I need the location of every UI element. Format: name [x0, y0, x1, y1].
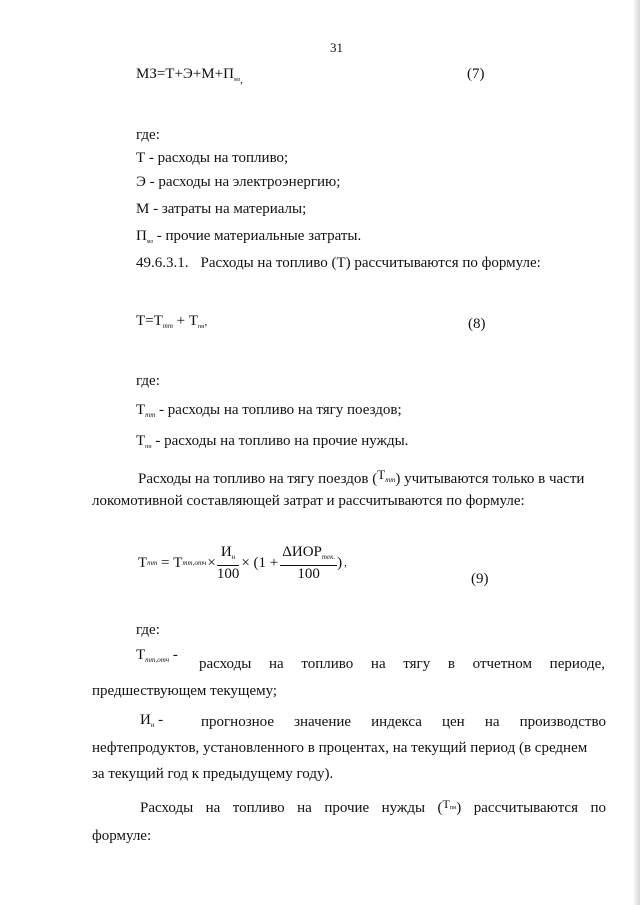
paragraph-other-needs-word: нужды — [381, 800, 426, 816]
paragraph-traction-part-a: Расходы на топливо на тягу поездов ( — [138, 471, 378, 487]
definition-e: Э - расходы на электроэнергию; — [136, 174, 341, 190]
formula-9-rhs-sub: тт,отч — [182, 559, 207, 567]
definition-ttt-otch-word: на — [370, 656, 386, 672]
definition-in-word: производство — [519, 714, 606, 730]
formula-7-number: (7) — [467, 66, 485, 82]
paragraph-traction-line2: локомотивной составляющей затрат и рассчитываются по формуле: — [92, 493, 525, 509]
formula-8-lhs: Т=Т — [136, 313, 163, 329]
page-number: 31 — [330, 40, 343, 55]
formula-7-comma: , — [240, 74, 243, 86]
formula-9-times: × — [207, 554, 216, 571]
formula-9-close: ) — [337, 554, 343, 571]
formula-7-text: МЗ=Т+Э+М+П — [136, 66, 234, 82]
definition-tpn-sub: пн — [145, 444, 152, 450]
definition-ttt-otch-line1 — [199, 656, 605, 673]
where-label-2: где: — [136, 373, 160, 389]
definition-ttt-otch-word: на — [269, 656, 284, 672]
definition-pmz — [136, 228, 361, 245]
definition-ttt-otch-dash: - — [172, 647, 178, 663]
paragraph-traction-part-b: ) учитываются только в части — [395, 471, 585, 487]
paragraph-traction-line1 — [138, 467, 584, 488]
formula-8-sub2: пн — [198, 324, 205, 330]
definition-in-word: на — [484, 714, 500, 730]
definition-ttt-otch-symbol-group — [136, 647, 178, 664]
formula-9-num2: ΔИОР — [282, 544, 322, 560]
definition-pmz-text: - прочие материальные затраты. — [156, 228, 362, 244]
definition-in-dash: - — [158, 712, 164, 728]
paragraph-other-needs-line2: формуле: — [92, 828, 152, 844]
clause-number: 49.6.3.1. — [136, 255, 189, 271]
paragraph-traction-sub: тт — [385, 476, 396, 484]
definition-ttt-otch-word: периоде, — [549, 656, 605, 672]
definition-in-line2: нефтепродуктов, установленного в процентах, на текущий период (в среднем — [92, 740, 588, 756]
paragraph-other-needs-symbol: Т — [442, 797, 450, 811]
definition-t: Т - расходы на топливо; — [136, 150, 289, 166]
formula-8-plus: + Т — [172, 313, 199, 329]
definition-ttt-otch-word: расходы — [199, 656, 252, 672]
definition-tpn — [136, 433, 408, 450]
where-label-1: где: — [136, 127, 160, 143]
formula-9-num2-sub: тек. — [321, 553, 336, 561]
formula-8-comma: , — [204, 316, 208, 328]
paragraph-other-needs-word: по — [590, 800, 606, 816]
definition-ttt-text: - расходы на топливо на тягу поездов; — [159, 402, 402, 418]
formula-8 — [136, 313, 207, 330]
definition-ttt-otch-word: топливо — [301, 656, 354, 672]
definition-ttt-otch-word: тягу — [403, 656, 431, 672]
formula-9-num1-sub: н — [231, 553, 236, 561]
definition-ttt-otch-word: в — [447, 656, 455, 672]
definition-pmz-symbol: П — [136, 228, 147, 244]
definition-tpn-text: - расходы на топливо на прочие нужды. — [155, 433, 409, 449]
paragraph-other-needs-word: топливо — [232, 800, 285, 816]
formula-9-den1: 100 — [216, 566, 240, 582]
paragraph-other-needs-sub: пн — [449, 805, 457, 811]
formula-7-sub: мз — [233, 77, 241, 83]
clause-text: Расходы на топливо (Т) рассчитываются по формуле: — [200, 255, 541, 271]
paragraph-other-needs-close: ) — [456, 800, 462, 816]
paragraph-other-needs-word: рассчитываются — [473, 800, 578, 816]
definition-ttt-symbol: Т — [136, 402, 146, 418]
definition-ttt — [136, 402, 402, 419]
definition-in-sub: н — [150, 721, 155, 729]
paragraph-other-needs-open: ( — [437, 800, 443, 816]
formula-9-eq: = Т — [157, 554, 183, 571]
formula-9-num1: И — [220, 544, 232, 560]
clause-49-6-3-1 — [136, 255, 541, 272]
formula-8-sub1: тт — [162, 322, 173, 330]
formula-9-fraction-2 — [280, 544, 337, 582]
formula-9-number: (9) — [471, 571, 489, 587]
formula-9-den2: 100 — [297, 566, 320, 582]
definition-m: М - затраты на материалы; — [136, 201, 307, 217]
where-label-3: где: — [136, 622, 160, 638]
formula-9-mid: × (1 + — [241, 554, 279, 571]
definition-ttt-sub: тт — [145, 411, 156, 419]
definition-in-word: прогнозное — [201, 714, 275, 730]
definition-in-symbol-group — [140, 712, 163, 729]
page-edge-shadow — [634, 0, 640, 905]
paragraph-other-needs-symbol-group — [438, 797, 462, 817]
formula-9-comma: , — [344, 557, 347, 569]
paragraph-other-needs-word: Расходы — [140, 800, 194, 816]
definition-in-line3: за текущий год к предыдущему году). — [92, 766, 334, 782]
definition-pmz-sub: мз — [146, 239, 154, 245]
paragraph-traction-symbol: Т — [377, 467, 386, 482]
paragraph-other-needs-word: прочие — [324, 800, 370, 816]
formula-9-fraction-1 — [217, 544, 240, 582]
definition-in-word: индекса — [371, 714, 422, 730]
formula-8-number: (8) — [468, 316, 486, 332]
definition-in-word: цен — [442, 714, 465, 730]
paragraph-other-needs-word: на — [205, 800, 221, 816]
definition-tpn-symbol: Т — [136, 433, 146, 449]
definition-in-line1 — [201, 714, 606, 731]
formula-9-lhs-sub: тт — [147, 559, 158, 567]
definition-ttt-otch-word: отчетном — [472, 656, 532, 672]
paragraph-other-needs-word: на — [297, 800, 312, 816]
definition-ttt-otch-line2: предшествующем текущему; — [92, 683, 278, 699]
paragraph-other-needs-line1 — [140, 797, 606, 817]
definition-in-word: значение — [294, 714, 352, 730]
formula-7 — [136, 66, 243, 86]
definition-ttt-otch-symbol: Т — [136, 647, 146, 663]
definition-in-symbol: И — [140, 712, 151, 728]
formula-9-lhs: Т — [138, 554, 148, 571]
formula-9 — [138, 544, 347, 582]
definition-ttt-otch-sub: тт,отч — [145, 656, 170, 664]
